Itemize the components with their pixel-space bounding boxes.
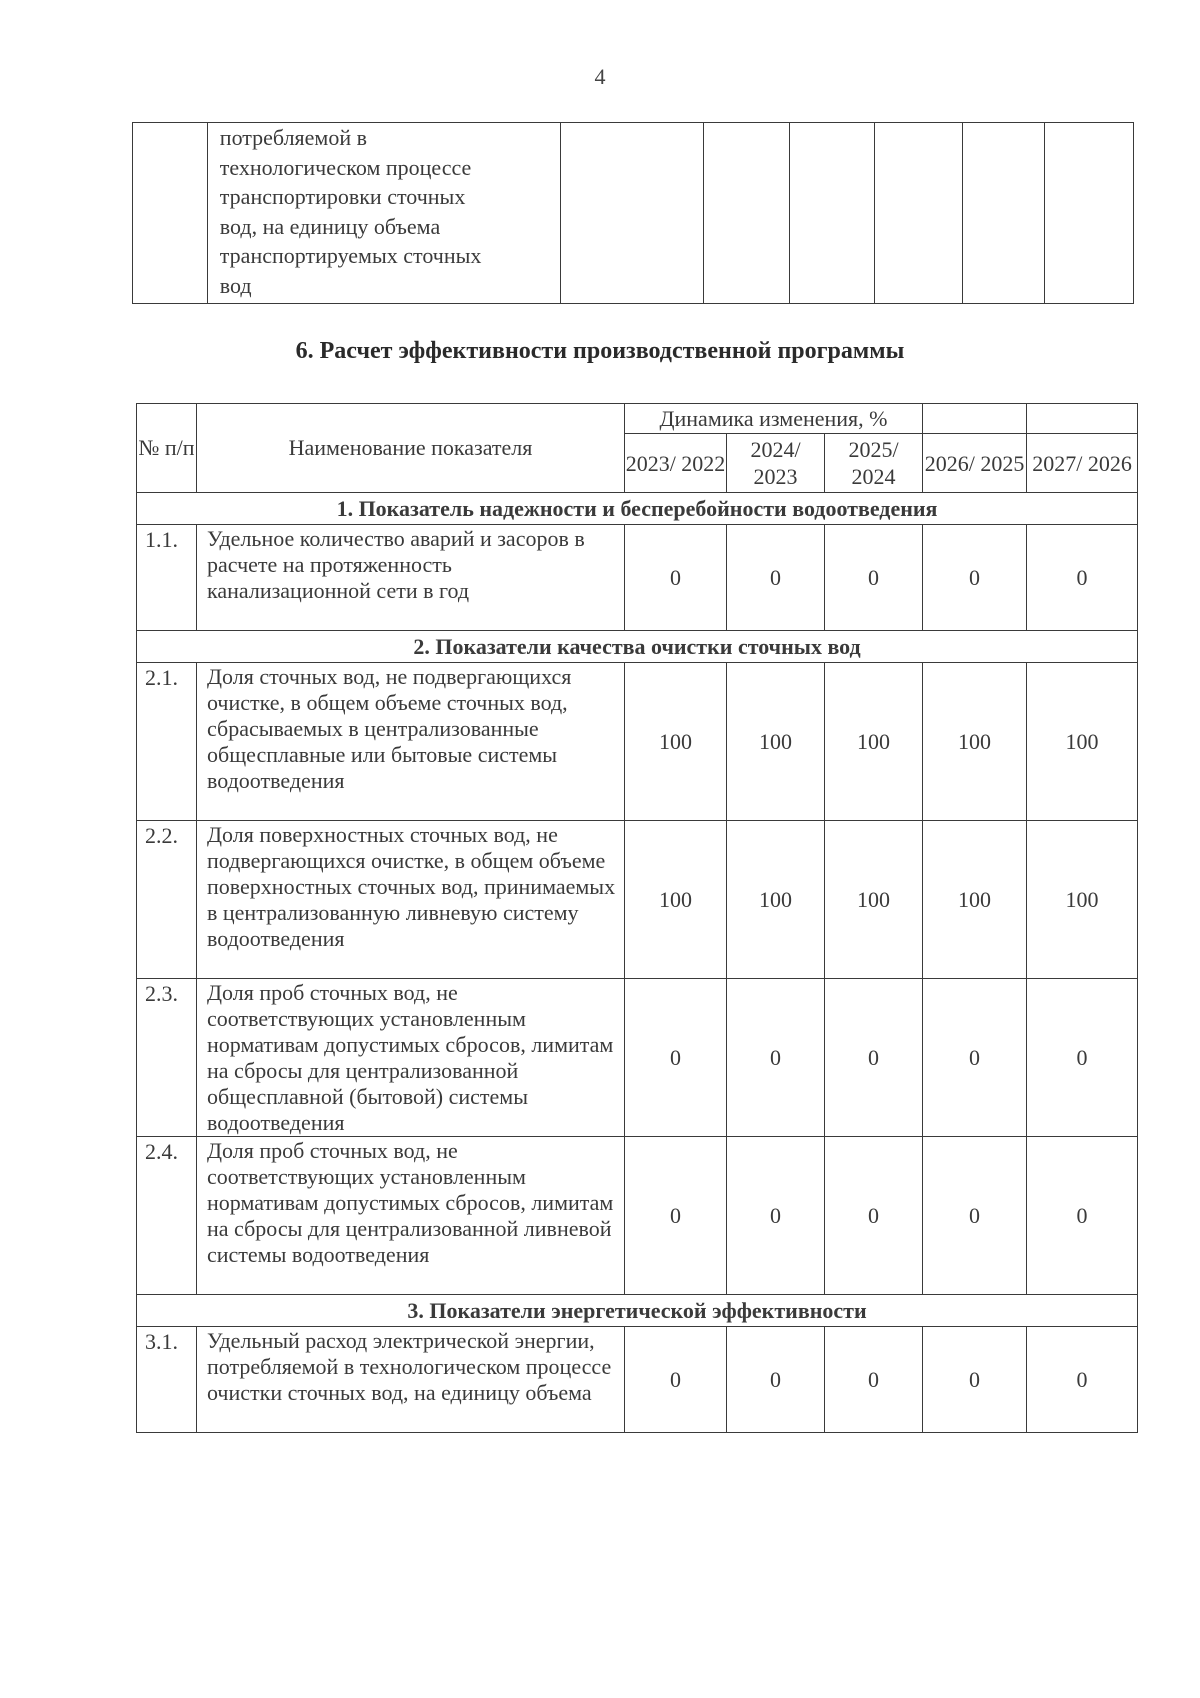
- col-header-number: № п/п: [137, 404, 197, 493]
- table-row: [137, 525, 1138, 631]
- col-header-year: 2024/ 2023: [727, 434, 825, 493]
- section-header: 3. Показатели энергетической эффективности: [137, 1295, 1138, 1327]
- value-cell: [789, 123, 875, 304]
- value-cell: 0: [727, 1327, 825, 1433]
- table-row: [137, 821, 1138, 979]
- value-cell: 100: [923, 663, 1027, 821]
- value-cell: 100: [625, 663, 727, 821]
- value-cell: 0: [825, 1327, 923, 1433]
- table-row: [137, 1327, 1138, 1433]
- indicator-name: Удельный расход электрической энергии, потребляемой в технологическом процессе очистки сточных вод, на единицу объема: [197, 1327, 625, 1433]
- page-number: 4: [594, 64, 606, 89]
- value-cell: 0: [1027, 1327, 1138, 1433]
- col-header-year: 2027/ 2026: [1027, 434, 1138, 493]
- value-cell: 0: [727, 1137, 825, 1295]
- row-number: 2.4.: [137, 1137, 197, 1295]
- col-header-year: 2026/ 2025: [923, 434, 1027, 493]
- col-header-dynamics: Динамика изменения, %: [625, 404, 923, 434]
- section-header: 1. Показатель надежности и бесперебойности водоотведения: [137, 493, 1138, 525]
- value-cell: 0: [1027, 1137, 1138, 1295]
- indicator-name-cell: [207, 123, 560, 304]
- value-cell: 100: [825, 663, 923, 821]
- value-cell: 0: [1027, 979, 1138, 1137]
- value-cell: [963, 123, 1044, 304]
- value-cell: 0: [825, 525, 923, 631]
- section-header: 2. Показатели качества очистки сточных вод: [137, 631, 1138, 663]
- col-header-empty: [923, 404, 1027, 434]
- row-number: 2.3.: [137, 979, 197, 1137]
- value-cell: 0: [923, 979, 1027, 1137]
- section-header-row: [137, 493, 1138, 525]
- num-cell: [133, 123, 208, 304]
- col-header-year: 2023/ 2022: [625, 434, 727, 493]
- value-cell: 100: [625, 821, 727, 979]
- value-cell: [875, 123, 963, 304]
- name-line: транспортируемых сточных: [219, 243, 482, 268]
- table-row: [137, 663, 1138, 821]
- value-cell: 0: [625, 979, 727, 1137]
- value-cell: 0: [625, 1327, 727, 1433]
- indicator-name: Удельное количество аварий и засоров в расчете на протяженность канализационной сети в год: [197, 525, 625, 631]
- table-row: [137, 1137, 1138, 1295]
- indicator-name: Доля сточных вод, не подвергающихся очистке, в общем объеме сточных вод, сбрасываемых в централизованные общесплавные или бытовые системы водоотведения: [197, 663, 625, 821]
- row-number: 3.1.: [137, 1327, 197, 1433]
- value-cell: 100: [727, 663, 825, 821]
- value-cell: [703, 123, 789, 304]
- value-cell: 100: [1027, 663, 1138, 821]
- value-cell: 0: [923, 1137, 1027, 1295]
- name-line: транспортировки сточных: [219, 184, 466, 209]
- section-title: 6. Расчет эффективности производственной программы: [295, 338, 905, 364]
- col-header-name: Наименование показателя: [197, 404, 625, 493]
- section-header-row: [137, 1295, 1138, 1327]
- col-header-year: 2025/ 2024: [825, 434, 923, 493]
- name-line: вод: [219, 272, 252, 298]
- value-cell: 0: [727, 979, 825, 1137]
- table-row: [137, 979, 1138, 1137]
- indicator-name: Доля проб сточных вод, не соответствующих установленным нормативам допустимых сбросов, лимитам на сбросы для централизованной общесплавной (бытовой) системы водоотведения: [197, 979, 625, 1137]
- row-number: 2.2.: [137, 821, 197, 979]
- value-cell: 0: [727, 525, 825, 631]
- value-cell: 0: [825, 1137, 923, 1295]
- value-cell: 100: [923, 821, 1027, 979]
- indicator-name: Доля проб сточных вод, не соответствующих установленным нормативам допустимых сбросов, лимитам на сбросы для централизованной ливневой системы водоотведения: [197, 1137, 625, 1295]
- row-number: 1.1.: [137, 525, 197, 631]
- value-cell: 0: [923, 525, 1027, 631]
- section-header-row: [137, 631, 1138, 663]
- value-cell: 100: [727, 821, 825, 979]
- value-cell: 100: [1027, 821, 1138, 979]
- name-line: технологическом процессе: [219, 154, 472, 180]
- name-line: вод, на единицу объема: [219, 213, 441, 239]
- value-cell: [1044, 123, 1133, 304]
- indicator-name: Доля поверхностных сточных вод, не подвергающихся очистке, в общем объеме поверхностных сточных вод, принимаемых в централизованную ливневую систему водоотведения: [197, 821, 625, 979]
- value-cell: 0: [625, 525, 727, 631]
- value-cell: [560, 123, 703, 304]
- value-cell: 0: [923, 1327, 1027, 1433]
- value-cell: 0: [1027, 525, 1138, 631]
- value-cell: 0: [825, 979, 923, 1137]
- row-number: 2.1.: [137, 663, 197, 821]
- continuation-table: [132, 122, 1134, 304]
- header-row: [137, 404, 1138, 434]
- col-header-empty: [1027, 404, 1138, 434]
- value-cell: 0: [625, 1137, 727, 1295]
- table-row: [133, 123, 1134, 304]
- value-cell: 100: [825, 821, 923, 979]
- name-line: потребляемой в: [219, 125, 368, 150]
- efficiency-table: [136, 403, 1138, 1433]
